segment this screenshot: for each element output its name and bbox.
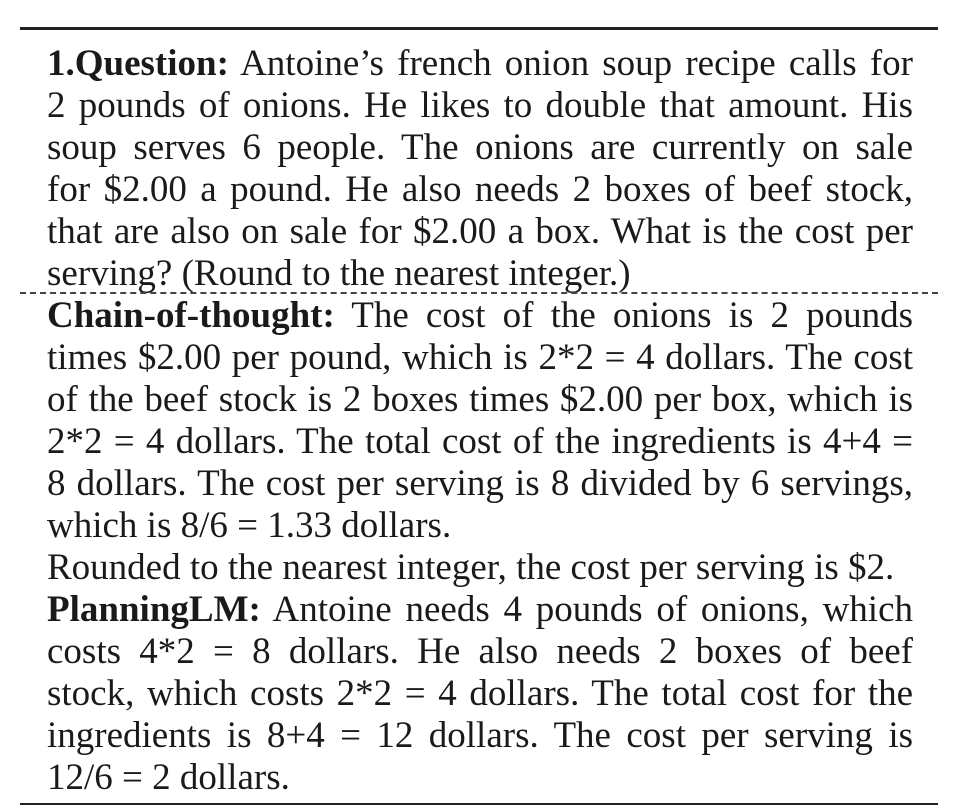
plan-line-1 xyxy=(47,589,913,631)
cot-line-4: 2*2 = 4 dollars. The total cost of the ingredients is 4+4 = xyxy=(47,421,913,462)
plan-line-3: stock, which costs 2*2 = 4 dollars. The total cost for the xyxy=(47,673,913,714)
top-rule xyxy=(20,27,938,30)
cot-line-1 xyxy=(47,295,913,337)
question-line-4: for $2.00 a pound. He also needs 2 boxes of beef stock, xyxy=(47,169,913,210)
chain-of-thought-block xyxy=(47,295,913,589)
bottom-rule xyxy=(20,803,938,805)
question-line-3: soup serves 6 people. The onions are currently on sale xyxy=(47,127,913,168)
question-line-6: serving? (Round to the nearest integer.) xyxy=(47,253,631,294)
question-label: 1.Question: xyxy=(47,43,229,84)
cot-line-2: times $2.00 per pound, which is 2*2 = 4 dollars. The cost xyxy=(47,337,913,378)
plan-line-5: 12/6 = 2 dollars. xyxy=(47,757,290,798)
cot-line-7: Rounded to the nearest integer, the cost per serving is $2. xyxy=(47,547,895,588)
section-divider xyxy=(20,292,938,294)
cot-line-3: of the beef stock is 2 boxes times $2.00 per box, which is xyxy=(47,379,913,420)
planninglm-label: PlanningLM: xyxy=(47,589,261,630)
plan-line-4: ingredients is 8+4 = 12 dollars. The cost per serving is xyxy=(47,715,913,756)
question-line-2: 2 pounds of onions. He likes to double that amount. His xyxy=(47,85,913,126)
question-text-1: Antoine’s french onion soup recipe calls for xyxy=(228,43,913,84)
planninglm-block xyxy=(47,589,913,799)
plan-line-2: costs 4*2 = 8 dollars. He also needs 2 boxes of beef xyxy=(47,631,913,672)
cot-label: Chain-of-thought: xyxy=(47,295,335,336)
question-block xyxy=(47,43,913,295)
plan-text-1: Antoine needs 4 pounds of onions, which xyxy=(260,589,913,630)
cot-text-1: The cost of the onions is 2 pounds xyxy=(334,295,913,336)
cot-line-5: 8 dollars. The cost per serving is 8 divided by 6 servings, xyxy=(47,463,913,504)
cot-line-6: which is 8/6 = 1.33 dollars. xyxy=(47,505,452,546)
question-line-1 xyxy=(47,43,913,85)
question-line-5: that are also on sale for $2.00 a box. What is the cost per xyxy=(47,211,913,252)
